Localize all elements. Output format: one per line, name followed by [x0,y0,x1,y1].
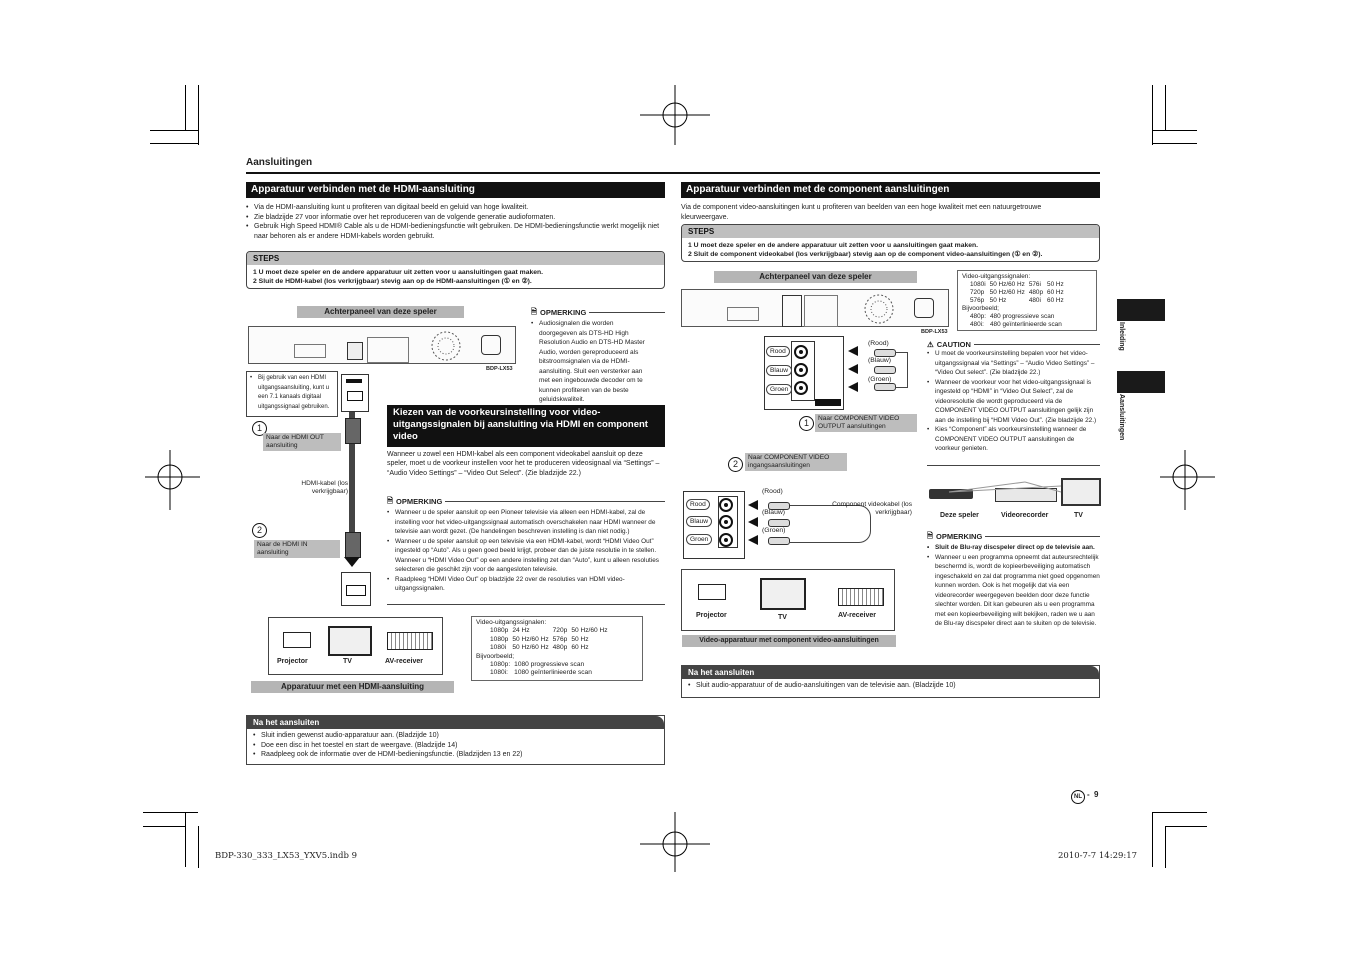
av-receiver-icon [387,632,433,650]
step-marker-2: 2 [728,457,743,472]
cell: 50 Hz [1047,281,1064,288]
color-label-red: Rood [686,499,710,510]
hdmi-label-strip [346,379,362,383]
page-number: 9 [1094,790,1099,799]
color-paren-blue: (Blauw) [762,509,786,516]
cell: 576p [970,297,985,304]
side-tab-inleiding: Inleiding [1118,322,1125,351]
opmerking-note [531,306,665,405]
color-label-red: Rood [766,346,790,357]
hdmi-port-icon [346,585,366,596]
step-marker-1: 1 [799,416,814,431]
cell: 50 Hz [989,297,1007,304]
cell: 1080 progressieve scan [514,661,585,669]
projector-icon [283,632,311,648]
caution-title: CAUTION [936,340,971,349]
vcr-label-recorder: Videorecorder [1001,512,1049,519]
jacks-icon [367,337,409,363]
output-label-strip [815,399,841,406]
hdmi-plug-icon [345,532,361,558]
video-signals-table [957,270,1097,331]
video-signals-table [471,616,643,681]
registration-mark-icon [640,812,710,872]
table-row [970,297,1068,305]
hdmi-devices-caption: Apparatuur met een HDMI-aansluiting [251,681,454,693]
note-title: OPMERKING [936,532,983,541]
note-bullet: • Wanneer u een programma opneemt dat auteursrechtelijk beschermd is, wordt de kopieerbeveiliging automatisch ingeschakeld en zal dat programma niet goed opgenomen kunnen worden. Ook is het mogelijk dat via een videorecorder weergegeven beelden door deze functie slechter worden. Dit kan gebeuren als u een programma met een kopieerbeveiliging wilt bekijken, raden we u aan de Blu-ray discspeler direct aan te sluiten op de televisie. [927,553,1100,629]
step-2: 2 Sluit de component videokabel (los verkrijgbaar) stevig aan op de component video-aansluitingen (① en ②). [688,251,1043,258]
crop-mark [143,826,185,827]
cell: 50 Hz/60 Hz [512,644,549,652]
steps-title: STEPS [247,252,664,265]
cell: 50 Hz/60 Hz [989,289,1025,296]
device-av-receiver: AV-receiver [838,612,877,619]
table-row [970,321,1066,329]
registration-mark-icon [1160,450,1220,510]
cell: 480p [552,644,568,652]
port-icon [294,344,326,358]
model-label: BDP-LX53 [486,366,513,372]
cell: 50 Hz [571,635,589,643]
jack-red-icon [719,498,733,512]
cell: 720p [970,289,985,296]
step-marker-1: 1 [252,421,267,436]
component-devices-caption: Video-apparatuur met component video-aansluitingen [682,635,896,647]
cell: 480i: [970,321,984,328]
jack-red-icon [794,345,808,359]
divider [387,604,665,605]
fan-icon [429,330,463,362]
cell: 480p [1028,289,1044,296]
cable-bundle [895,352,908,388]
rca-plug-icon [874,349,896,357]
arrow-left-icon [848,346,862,396]
arrow-left-icon [748,500,762,550]
cell: 1080p: [490,661,511,669]
table-row [490,644,612,652]
device-tv: TV [343,658,352,665]
cell: 720p [552,627,568,635]
table-row [490,627,612,635]
callout-hdmi-in: Naar de HDMI IN aansluiting [254,540,340,558]
arrow-down-icon [344,557,360,569]
left-steps-box [246,251,665,289]
device-projector: Projector [696,612,727,619]
note-bullet: • Raadpleeg “HDMI Video Out” op bladzijde 22 over de resoluties van HDMI video-uitgangssignalen. [387,575,665,594]
cell: 480 progressieve scan [990,313,1055,320]
side-tab [1117,299,1165,321]
caution-note [927,340,1100,454]
player-rear-panel [681,289,949,327]
cell: 480p: [970,313,986,320]
section-rule [246,172,1100,174]
right-header: Apparatuur verbinden met de component aansluitingen [681,182,1100,198]
crop-mark [150,130,198,131]
note-title: OPMERKING [396,497,443,506]
callout-component-out: Naar COMPONENT VIDEO OUTPUT aansluitingen [815,414,917,432]
cell: 1080p [490,635,509,643]
registration-mark-icon [145,450,205,510]
cell: 1080 geïnterlinieerde scan [514,669,592,677]
crop-mark [1165,826,1207,827]
rca-plug-icon [768,537,790,545]
crop-mark [150,143,198,144]
side-tab-aansluitingen: Aansluitingen [1118,394,1125,441]
example-title: Bijvoorbeeld; [962,305,999,312]
after-title: Na het aansluiten [247,716,664,729]
step-1: 1 U moet deze speler en de andere apparatuur uit zetten voor u aansluitingen gaat maken. [688,242,979,249]
color-paren-green: (Groen) [868,376,892,383]
crop-mark [198,85,199,145]
cell: 1080i [970,281,986,288]
caution-icon: ⚠ [927,340,934,349]
device-projector: Projector [277,658,308,665]
bullet: • Zie bladzijde 27 voor informatie over het reproduceren van de volgende generatie audioformaten. [246,213,664,223]
cell: 60 Hz [571,644,589,652]
crop-mark [1152,812,1207,813]
hdmi-port-icon [347,391,363,401]
device-tv: TV [778,614,787,621]
right-steps-box [681,224,1100,262]
bullet: • Via de HDMI-aansluiting kunt u profiteren van digitaal beeld en geluid van hoge kwaliteit. [246,203,664,213]
note-icon: 🗎 [531,307,538,316]
color-label-green: Groen [766,384,792,395]
note-icon: 🗎 [387,496,394,505]
jack-blue-icon [719,515,733,529]
cell: 1080i: [490,669,508,677]
callout-hdmi-out: Naar de HDMI OUT aansluiting [263,433,341,451]
left-intro-bullets [246,203,664,241]
crop-mark [185,85,186,130]
connection-lines-icon [929,478,1099,503]
crop-mark [1152,85,1153,145]
table-row [490,636,612,644]
steps-title: STEPS [682,225,1099,238]
caution-bullet: • Wanneer de voorkeur voor het video-uitgangssignaal is ingesteld op “HDMI” in “Video Out Select”, zal de videoresolutie die wordt geproduceerd via de COMPONENT VIDEO OUTPUT aansluitingen gelijk zijn aan de instelling bij “HDMI Video Out”. (Zie bladzijde 22.) [927,378,1100,426]
footer-date: 2010-7-7 14:29:17 [1058,851,1138,861]
presetting-header: Kiezen van de voorkeursinstelling voor video-uitgangssignalen bij aansluiting via HDMI en component video [387,405,665,447]
jacks-icon [804,295,838,327]
step-2: 2 Sluit de HDMI-kabel (los verkrijgbaar) stevig aan op de HDMI-aansluitingen (① en ②). [253,278,532,285]
table-row [490,661,596,669]
after-bullet: • Doe een disc in het toestel en start de weergave. (Bladzijde 14) [253,741,658,751]
component-devices-box [681,569,895,631]
hdmi-port-icon [347,342,363,360]
projector-icon [698,584,726,600]
crop-mark [1152,143,1197,144]
note-icon: 🗎 [927,531,934,540]
cell: 50 Hz/60 Hz [989,281,1025,288]
right-intro: Via de component video-aansluitingen kunt u profiteren van beelden van een hoge kwaliteit met een natuurgetrouwe kleurweergave. [681,204,1042,221]
after-bullet: • Raadpleeg ook de informatie over de HDMI-bedieningsfunctie. (Bladzijden 13 en 22) [253,750,658,760]
cell: 1080i [490,644,507,652]
after-connecting-box [681,665,1100,698]
hdmi-plug-icon [345,418,361,444]
hdmi-cable-label: HDMI-kabel (los verkrijgbaar) [301,480,348,495]
component-cable-label: Component videokabel (los verkrijgbaar) [832,501,912,517]
registration-mark-icon [640,85,710,145]
vcr-label-tv: TV [1074,512,1083,519]
color-label-blue: Blauw [766,365,792,376]
table-title: Video-uitgangssignalen: [476,619,547,626]
after-title: Na het aansluiten [682,666,1099,679]
crop-mark [185,812,186,867]
footer-file: BDP-330_333_LX53_YXV5.indb 9 [215,851,357,861]
cell: 1080p [490,627,509,635]
side-tab [1117,371,1165,393]
crop-mark [198,826,199,868]
fan-icon [862,293,896,325]
step-marker-2: 2 [252,523,267,538]
tv-icon [328,626,372,656]
cell: 60 Hz [1047,289,1064,296]
after-bullet: • Sluit audio-apparatuur of de audio-aansluitingen van de televisie aan. (Bladzijde 10) [688,681,1093,691]
rca-plug-icon [874,383,896,391]
note-title: OPMERKING [540,308,587,317]
rear-panel-label: Achterpaneel van deze speler [297,306,464,318]
model-label: BDP-LX53 [921,329,948,335]
caution-bullet: • U moet de voorkeursinstelling bepalen voor het video-uitgangssignaal via “Settings” – “Audio Video Settings” – “Video Out select”. (Zie bladzijde 22.) [927,349,1100,378]
crop-mark [143,812,198,813]
color-paren-green: (Groen) [762,527,786,534]
table-row [970,281,1068,289]
after-connecting-box [246,715,665,765]
cell: 480i [1028,297,1041,304]
bullet: • Gebruik High Speed HDMI® Cable als u de HDMI-bedieningsfunctie wilt gebruiken. De HDMI-bedieningsfunctie werkt mogelijk niet naar behoren als er andere HDMI-kabels worden gebruikt. [246,222,664,241]
callout-component-in: Naar COMPONENT VIDEO ingangsaansluitingen [745,453,847,471]
crop-mark [1165,85,1166,130]
crop-mark [1165,826,1166,868]
step-1: 1 U moet deze speler en de andere apparatuur uit zetten voor u aansluitingen gaat maken. [253,269,544,276]
table-title: Video-uitgangssignalen: [962,273,1031,280]
crop-mark [1152,812,1153,867]
opmerking-note-right [927,530,1100,629]
rca-plug-icon [768,519,790,527]
color-label-blue: Blauw [686,516,712,527]
vcr-label-player: Deze speler [940,512,979,519]
cell: 60 Hz [1047,297,1064,304]
note-bullet: • Wanneer u de speler aansluit op een Pioneer televisie via alleen een HDMI-kabel, zal de instelling voor het video-uitgangssignaal automatisch overschakelen naar HDMI wanneer de televisie aan wordt gezet. (De handelingen beschreven instelling is dan niet nodig.) [387,508,665,537]
note-bullet: • Sluit de Blu-ray discspeler direct op de televisie aan. [927,543,1100,553]
av-receiver-icon [838,588,884,606]
note-text: • Bij gebruik van een HDMI uitgangsaansluiting, kunt u een 7.1 kanaals digitaal uitgangssignaal gebruiken. [250,374,334,412]
cell: 576i [1028,281,1041,288]
left-header: Apparatuur verbinden met de HDMI-aansluiting [246,182,665,198]
hdmi-71-note [246,371,338,417]
table-row [490,669,596,677]
cell: 50 Hz/60 Hz [571,627,608,635]
after-bullet: • Sluit indien gewenst audio-apparatuur aan. (Bladzijde 10) [253,731,658,741]
power-socket-icon [914,298,934,318]
language-badge: NL [1071,790,1085,804]
crop-mark [1152,130,1197,131]
color-label-green: Groen [686,534,712,545]
note-bullet: • Wanneer u de speler aansluit op een televisie via een HDMI-kabel, wordt “HDMI Video Out” ingesteld op “Auto”. Als u geen goed beeld krijgt, probeer dan de juiste resolutie in te stellen. Wanneer u “HDMI Video Out” op een andere instelling zet dan “Auto”, kunt u alleen resoluties selecteren die geschikt zijn voor de aangesloten televisie. [387,537,665,575]
table-row [970,289,1068,297]
jack-green-icon [719,533,733,547]
rear-panel-label: Achterpaneel van deze speler [714,271,917,283]
opmerking-note-2 [387,495,665,594]
color-paren-red: (Rood) [762,488,783,495]
note-text: • Audiosignalen die worden doorgegeven als DTS-HD High Resolution Audio en DTS-HD Master Audio, worden gereproduceerd als bitstroomsignalen via de HDMI-aansluiting. Sluit een versterker aan met een ingebouwde decoder om te kunnen profiteren van de beste geluidskwaliteit. [531,319,649,405]
hdmi-output-zoom [341,374,369,412]
caution-bullet: • Kies “Component” als voorkeursinstelling wanneer de COMPONENT VIDEO OUTPUT aansluitingen de voorkeur genieten. [927,425,1100,454]
device-av-receiver: AV-receiver [385,658,424,665]
port-icon [727,307,759,321]
color-paren-red: (Rood) [868,340,889,347]
hdmi-input-zoom [341,572,371,606]
example-title: Bijvoorbeeld; [476,652,515,660]
color-paren-blue: (Blauw) [868,357,892,364]
cell: 480 geïnterlinieerde scan [990,321,1062,328]
cell: 24 Hz [512,627,530,635]
jack-blue-icon [794,363,808,377]
jack-green-icon [794,381,808,395]
page-number-dash: - [1087,790,1090,799]
cell: 576p [552,635,568,643]
tv-icon [760,578,806,610]
component-port-icon [782,295,802,327]
cell: 50 Hz/60 Hz [512,635,549,643]
divider [927,465,1100,466]
table-row [970,313,1066,321]
player-rear-panel [248,326,516,364]
presetting-text: Wanneer u zowel een HDMI-kabel als een component videokabel aansluit op deze speler, moet u de voorkeur instellen voor het te produceren videosignaal via “Settings” – “Audio Video Settings” – “Video Out Select”. (Zie bladzijde 22.) [387,451,660,477]
power-socket-icon [481,335,501,355]
section-title: Aansluitingen [246,157,313,168]
rca-plug-icon [874,366,896,374]
hdmi-devices-box [268,617,443,675]
